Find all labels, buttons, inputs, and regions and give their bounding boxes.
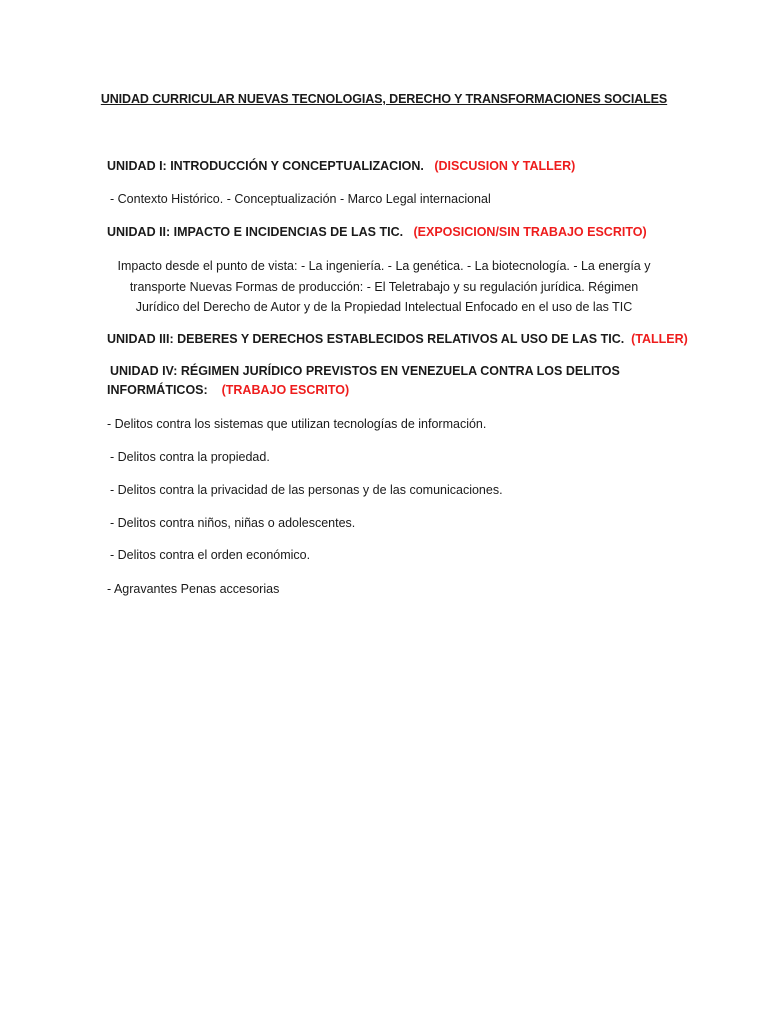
unit2-heading-line [107, 224, 647, 240]
unit1-heading-line [107, 158, 575, 174]
unit2-heading: UNIDAD II: IMPACTO E INCIDENCIAS DE LAS TIC. [107, 225, 404, 239]
unit4-heading-line2 [107, 382, 349, 398]
unit1-tag: (DISCUSION Y TALLER) [434, 159, 576, 173]
unit3-heading-line [107, 331, 688, 347]
unit2-tag: (EXPOSICION/SIN TRABAJO ESCRITO) [413, 225, 647, 239]
unit4-tag: (TRABAJO ESCRITO) [221, 383, 350, 397]
document-title: UNIDAD CURRICULAR NUEVAS TECNOLOGIAS, DERECHO Y TRANSFORMACIONES SOCIALES [100, 92, 668, 106]
list-item: - Delitos contra los sistemas que utilizan tecnologías de información. [107, 417, 487, 431]
unit2-content [108, 256, 660, 318]
list-item: - Delitos contra el orden económico. [110, 548, 311, 562]
unit1-heading: UNIDAD I: INTRODUCCIÓN Y CONCEPTUALIZACION. [107, 159, 424, 173]
unit2-content-line: Jurídico del Derecho de Autor y de la Propiedad Intelectual Enfocado en el uso de las TIC [135, 300, 633, 314]
list-item: - Delitos contra niños, niñas o adolescentes. [110, 516, 356, 530]
unit2-content-line: transporte Nuevas Formas de producción: - El Teletrabajo y su regulación jurídica. Régimen [129, 279, 639, 294]
list-item: - Delitos contra la privacidad de las personas y de las comunicaciones. [110, 483, 503, 497]
unit4-heading-line1: UNIDAD IV: RÉGIMEN JURÍDICO PREVISTOS EN VENEZUELA CONTRA LOS DELITOS [110, 364, 620, 378]
unit1-content: - Contexto Histórico. - Conceptualización - Marco Legal internacional [110, 192, 491, 206]
list-item: - Agravantes Penas accesorias [107, 582, 280, 596]
unit3-tag: (TALLER) [631, 332, 688, 346]
list-item: - Delitos contra la propiedad. [110, 450, 270, 464]
unit2-content-line: Impacto desde el punto de vista: - La ingeniería. - La genética. - La biotecnología. - La energía y [117, 259, 651, 273]
unit3-heading: UNIDAD III: DEBERES Y DERECHOS ESTABLECIDOS RELATIVOS AL USO DE LAS TIC. [107, 332, 625, 346]
unit4-heading-cont: INFORMÁTICOS: [107, 383, 208, 397]
